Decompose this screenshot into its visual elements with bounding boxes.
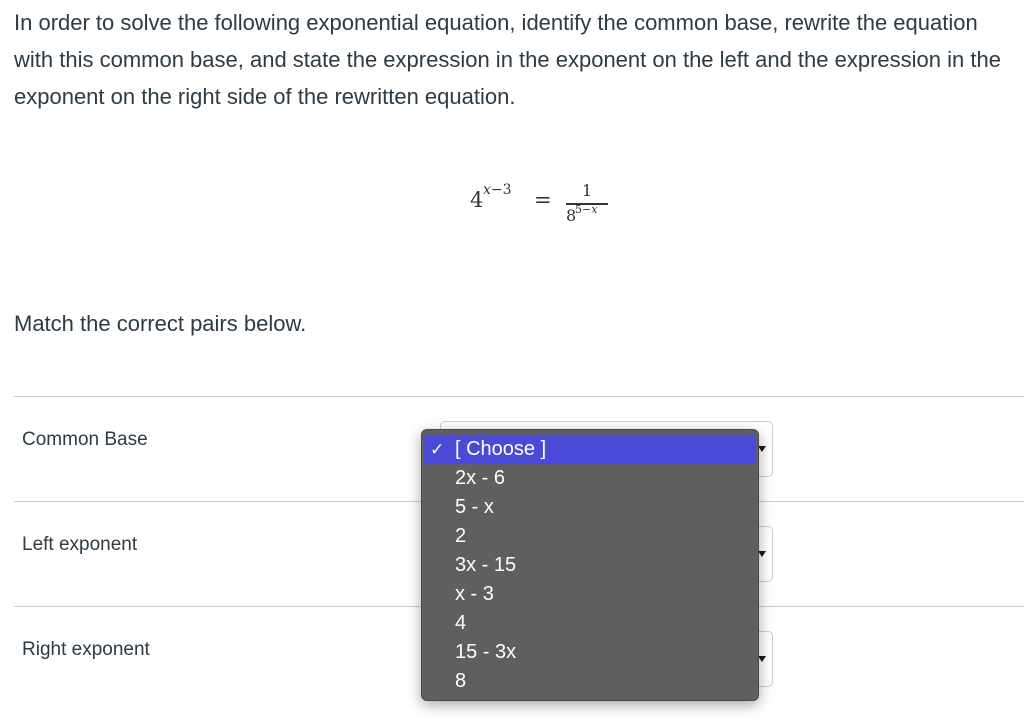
denominator-base: 8 — [566, 206, 577, 225]
option-label: 15 - 3x — [455, 641, 517, 663]
fraction-numerator: 1 — [582, 181, 593, 200]
question-instructions: In order to solve the following exponential equation, identify the common base, rewrite the equation with this common base, and state the expression in the exponent on the left and the expression in the exponent on the right side of the rewritten equation. — [14, 10, 1001, 109]
left-exponent — [483, 182, 512, 198]
dropdown-option[interactable] — [422, 609, 758, 638]
option-label: 2x - 6 — [455, 467, 506, 489]
row-label-common-base: Common Base — [22, 429, 148, 450]
option-label: x - 3 — [455, 583, 494, 605]
left-exponent-constant: −3 — [490, 182, 512, 198]
exponential-equation — [470, 178, 630, 238]
row-label-right-exponent: Right exponent — [22, 639, 150, 660]
chevron-down-icon — [758, 446, 766, 452]
row-label-left-exponent: Left exponent — [22, 534, 138, 555]
option-label: [ Choose ] — [455, 438, 547, 460]
denominator-exponent-constant: 5− — [575, 203, 592, 216]
option-label: 4 — [455, 612, 467, 634]
dropdown-option[interactable] — [422, 667, 758, 696]
match-prompt: Match the correct pairs below. — [14, 311, 307, 336]
option-label: 8 — [455, 670, 467, 692]
denominator-exponent-variable: x — [591, 203, 598, 216]
left-exponent-variable: x — [483, 182, 491, 198]
dropdown-option[interactable] — [422, 638, 758, 667]
chevron-down-icon — [758, 656, 766, 662]
denominator-exponent — [575, 203, 597, 216]
left-base: 4 — [470, 188, 484, 212]
option-label: 3x - 15 — [455, 554, 517, 576]
option-label: 5 - x — [455, 496, 494, 518]
dropdown-option[interactable] — [422, 522, 758, 551]
row-divider — [14, 396, 1024, 397]
equals-sign: = — [534, 188, 552, 212]
checkmark-icon: ✓ — [430, 440, 445, 459]
dropdown-options-list[interactable] — [421, 429, 759, 701]
dropdown-option-selected[interactable] — [424, 435, 756, 464]
chevron-down-icon — [758, 551, 766, 557]
option-label: 2 — [455, 525, 467, 547]
dropdown-option[interactable] — [422, 464, 758, 493]
dropdown-option[interactable] — [422, 580, 758, 609]
dropdown-option[interactable] — [422, 551, 758, 580]
dropdown-option[interactable] — [422, 493, 758, 522]
